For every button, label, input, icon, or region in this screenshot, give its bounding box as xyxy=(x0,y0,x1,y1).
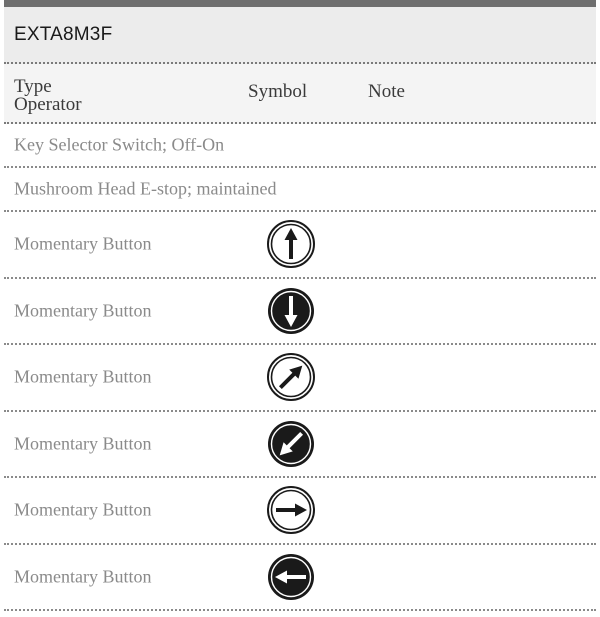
arrow-right-outline-icon xyxy=(266,485,316,535)
header-symbol: Symbol xyxy=(248,81,308,102)
row-label: Momentary Button xyxy=(14,499,152,520)
row-label: Mushroom Head E-stop; maintained xyxy=(14,178,277,199)
table-row xyxy=(4,478,596,545)
row-label: Momentary Button xyxy=(14,566,152,587)
table-row xyxy=(4,545,596,612)
row-label: Momentary Button xyxy=(14,300,152,321)
row-label: Key Selector Switch; Off-On xyxy=(14,134,225,155)
arrow-down-left-filled-icon xyxy=(266,419,316,469)
table-row xyxy=(4,168,596,212)
table-row xyxy=(4,212,596,279)
header-operator: Operator xyxy=(14,94,82,115)
page-title: EXTA8M3F xyxy=(14,23,113,45)
header-type: Type xyxy=(14,76,52,97)
top-rule xyxy=(4,0,596,7)
header-note: Note xyxy=(368,81,405,102)
operator-table xyxy=(4,0,596,611)
row-label: Momentary Button xyxy=(14,233,152,254)
table-header xyxy=(4,64,596,124)
table-row xyxy=(4,279,596,346)
arrow-up-outline-icon xyxy=(266,219,316,269)
title-bar xyxy=(4,7,596,64)
table-row xyxy=(4,345,596,412)
arrow-down-filled-icon xyxy=(266,286,316,336)
arrow-left-filled-icon xyxy=(266,552,316,602)
table-row xyxy=(4,124,596,168)
arrow-up-right-outline-icon xyxy=(266,352,316,402)
table-row xyxy=(4,412,596,479)
row-label: Momentary Button xyxy=(14,433,152,454)
row-label: Momentary Button xyxy=(14,366,152,387)
